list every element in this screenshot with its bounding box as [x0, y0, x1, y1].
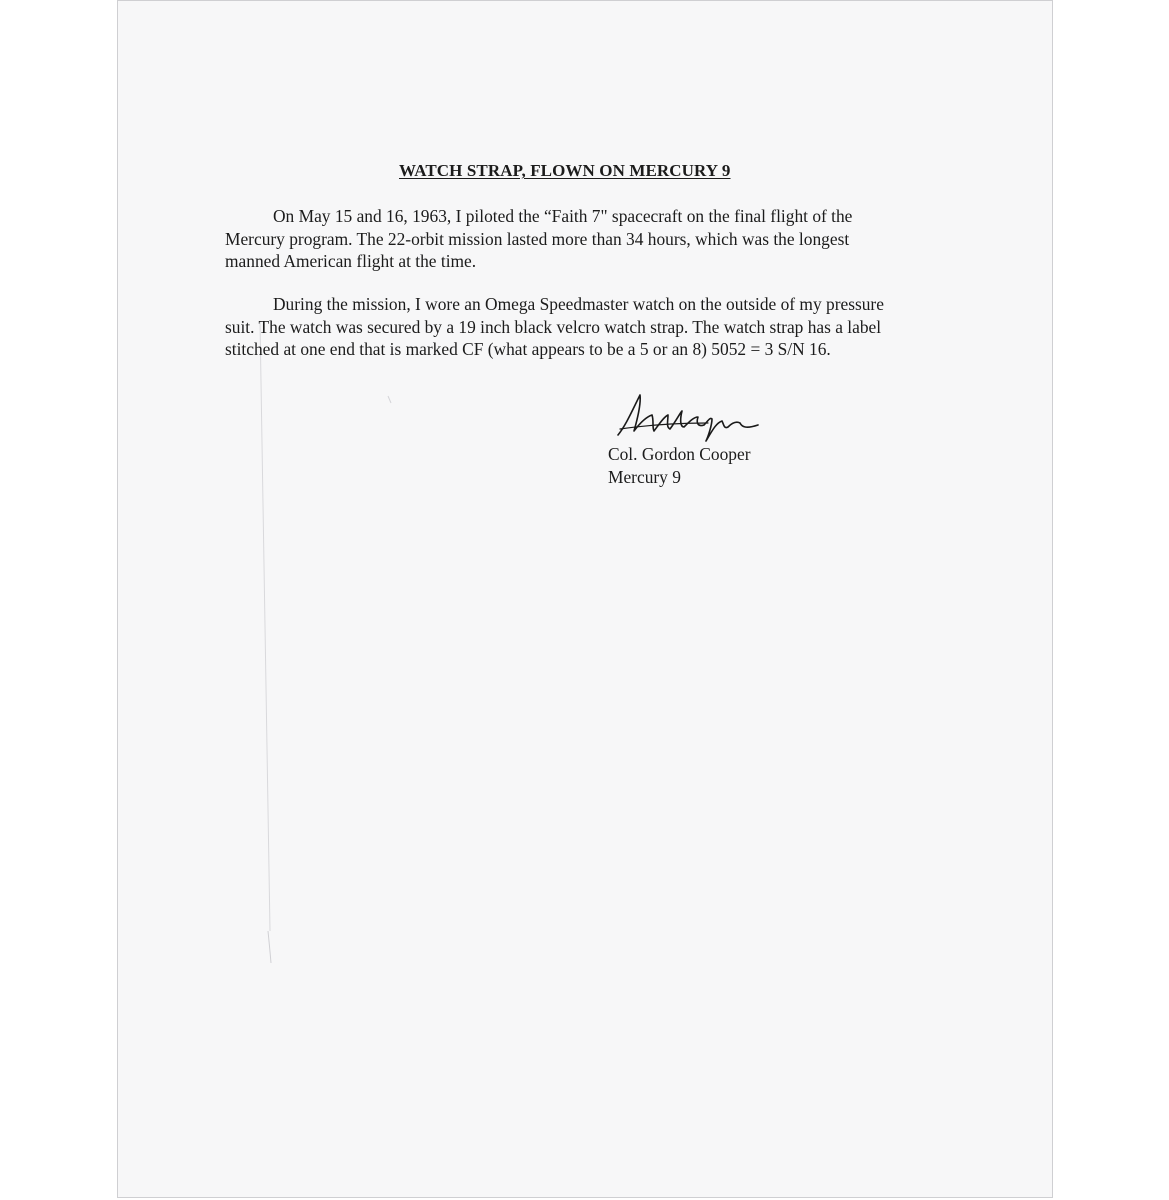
signer-name: Col. Gordon Cooper	[608, 444, 751, 464]
paragraph-line: manned American flight at the time.	[225, 251, 477, 271]
paragraph-line: On May 15 and 16, 1963, I piloted the “Faith 7" spacecraft on the final flight of the	[273, 206, 853, 226]
paragraph-line: Mercury program. The 22-orbit mission lasted more than 34 hours, which was the longest	[225, 228, 850, 249]
handwritten-signature	[608, 389, 778, 443]
paragraph-line: suit. The watch was secured by a 19 inch black velcro watch strap. The watch strap has a label	[225, 316, 882, 337]
paragraph-line: During the mission, I wore an Omega Speedmaster watch on the outside of my pressure	[273, 294, 884, 314]
paragraph-line: stitched at one end that is marked CF (what appears to be a 5 or an 8) 5052 = 3 S/N 16.	[225, 339, 831, 359]
paragraph-watch-strap	[225, 293, 905, 361]
paragraph-mission	[225, 205, 905, 273]
document-page	[117, 0, 1053, 1198]
signature-block	[608, 389, 838, 488]
document-title: WATCH STRAP, FLOWN ON MERCURY 9	[399, 161, 731, 180]
signer-mission: Mercury 9	[608, 466, 681, 487]
